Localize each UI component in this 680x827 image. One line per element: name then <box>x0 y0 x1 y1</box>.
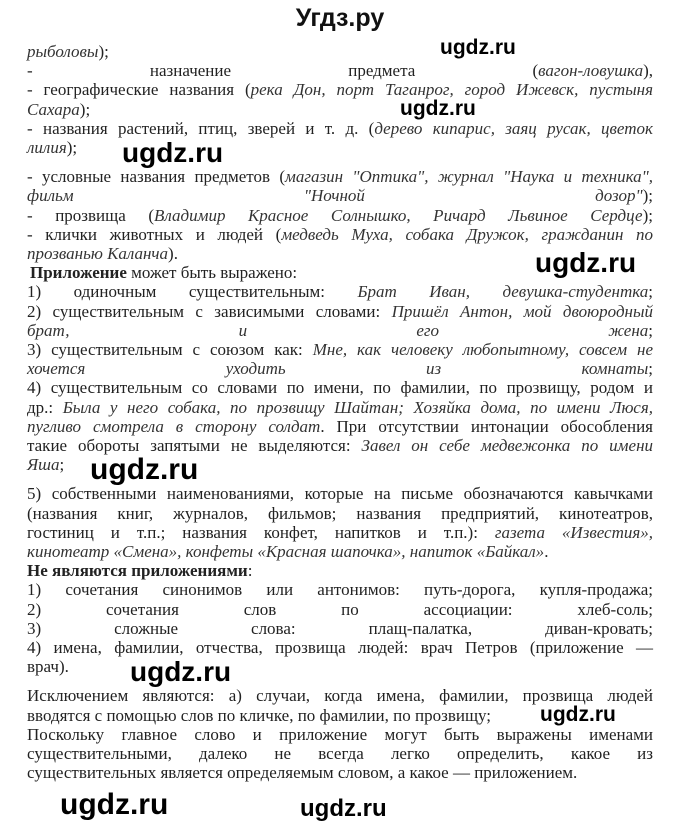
example-text: газета «Известия», <box>494 522 654 542</box>
text-segment: - клички животных и людей ( <box>27 224 282 244</box>
text-line <box>27 42 109 61</box>
text-line <box>27 244 178 263</box>
text-line <box>27 167 653 186</box>
example-text: кинотеатр «Смена», конфеты «Красная шапочка», напиток «Байкал» <box>27 542 545 561</box>
watermark: ugdz.ru <box>130 655 232 687</box>
text-line <box>27 359 653 378</box>
example-text: магазин "Оптика", журнал "Наука и техника", <box>285 167 653 187</box>
text-segment: ); <box>642 186 653 206</box>
watermark: ugdz.ru <box>540 703 616 726</box>
example-text: Завел он себе медвежонка по имени <box>361 436 653 455</box>
text-segment: 1) сочетания синонимов или антонимов: путь-дорога, купля-продажа; <box>27 580 653 600</box>
text-segment: 2) существительным с зависимыми словами: <box>27 301 392 321</box>
watermark: ugdz.ru <box>122 137 224 168</box>
example-text: медведь Муха, собака Дружок, гражданин по <box>281 224 654 244</box>
watermark: ugdz.ru <box>400 97 476 120</box>
text-segment: ; <box>648 359 653 379</box>
example-text: вагон-ловушка <box>538 61 644 81</box>
text-line <box>27 561 252 580</box>
text-segment: - названия растений, птиц, зверей и т. д. ( <box>27 118 375 138</box>
bold-term: Не являются приложениями <box>27 561 248 581</box>
example-text: прозванью Каланча <box>27 244 169 263</box>
text-segment: 3) существительным с союзом как: <box>27 340 313 359</box>
text-segment: вводятся с помощью слов по кличке, по фамилии, по прозвищу; <box>27 705 492 725</box>
example-text: Владимир Красное Солнышко, Ричард Львиное Сердце <box>154 205 643 225</box>
text-segment: - географические названия ( <box>27 80 251 100</box>
text-line <box>27 138 77 157</box>
example-text: Брат Иван, девушка-студентка <box>357 282 649 302</box>
watermark: ugdz.ru <box>90 453 199 486</box>
text-line <box>27 523 653 542</box>
text-segment: такие обороты запятыми не выделяются: <box>27 436 362 455</box>
text-line <box>27 657 69 676</box>
text-line <box>27 100 90 119</box>
text-line <box>27 455 64 474</box>
text-line <box>27 619 653 638</box>
text-line <box>27 725 653 744</box>
example-text: Была у него собака, по прозвищу Шайтан; Хозяйка дома, по имени Люся, <box>62 397 654 417</box>
example-text: Яша <box>27 455 60 475</box>
text-segment: ); <box>642 205 653 225</box>
text-line <box>27 580 653 599</box>
text-line <box>27 186 653 205</box>
example-text: Пришёл Антон, мой двоюродный <box>391 301 653 321</box>
example-text: река Дон, порт Таганрог, город Ижевск, пустыня <box>250 80 653 100</box>
text-line <box>27 119 653 138</box>
text-segment: 2) сочетания слов по ассоциации: хлеб-соль; <box>27 599 653 619</box>
watermark: ugdz.ru <box>60 788 169 821</box>
text-segment: 4) имена, фамилии, отчества, прозвища людей: врач Петров (приложение — <box>27 638 653 657</box>
text-line <box>27 378 653 397</box>
text-segment: врач). <box>27 657 69 677</box>
text-line <box>27 321 653 340</box>
watermark: ugdz.ru <box>440 36 516 59</box>
text-segment: ; <box>648 320 653 340</box>
text-line <box>27 302 653 321</box>
watermark: ugdz.ru <box>300 795 387 822</box>
example-text: лилия <box>27 138 67 157</box>
text-segment: существительных является определяемым словом, а какое — приложением. <box>27 763 578 783</box>
text-line <box>27 763 577 782</box>
example-text: хочется уходить из комнаты <box>27 359 649 379</box>
example-text: пугливо смотрела в сторону солдат <box>27 416 321 436</box>
text-segment: Поскольку главное слово и приложение могут быть выражены именами <box>27 724 653 744</box>
text-line <box>27 504 653 523</box>
text-segment: ; <box>648 282 653 302</box>
example-text: Мне, как человеку любопытному, совсем не <box>312 340 653 359</box>
bold-term: Приложение <box>30 263 127 283</box>
text-line <box>27 600 653 619</box>
text-segment: (названия книг, журналов, фильмов; названия предприятий, кинотеатров, <box>27 503 653 523</box>
text-line <box>27 340 653 359</box>
text-segment: 4) существительным со словами по имени, по фамилии, по прозвищу, родом и <box>27 378 653 398</box>
text-segment: Исключением являются: а) случаи, когда имена, фамилии, прозвища людей <box>27 686 653 706</box>
text-line <box>27 282 653 301</box>
example-text: Сахара <box>27 99 80 119</box>
text-line <box>27 484 653 503</box>
text-segment: гостиниц и т.п.; названия конфет, напитков и т.п.): <box>27 522 495 542</box>
text-segment: др.: <box>27 397 63 417</box>
text-line <box>27 542 548 561</box>
text-segment: ); <box>66 138 78 157</box>
text-segment: - прозвища ( <box>27 205 154 225</box>
text-line <box>27 417 653 436</box>
text-line <box>27 706 491 725</box>
example-text: брат, и его жена <box>27 320 649 340</box>
example-text: фильм "Ночной дозор" <box>27 186 643 206</box>
text-line <box>27 398 653 417</box>
page-title: Угдз.ру <box>295 4 385 32</box>
text-segment: 1) одиночным существительным: <box>27 282 358 302</box>
text-segment: ; <box>59 455 65 475</box>
text-line <box>27 80 653 99</box>
text-segment: . При отсутствии интонации обособления <box>320 416 653 436</box>
text-line <box>27 225 653 244</box>
text-segment: 3) сложные слова: плащ-палатка, диван-кровать; <box>27 618 653 638</box>
text-segment: - назначение предмета ( <box>27 61 539 81</box>
text-line <box>27 61 653 80</box>
text-segment: ), <box>643 61 653 81</box>
text-segment: ); <box>98 42 109 61</box>
example-text: дерево кипарис, заяц русак, цветок <box>374 118 653 138</box>
text-segment: существительными, далеко не всегда легко определить, какое из <box>27 744 653 763</box>
text-segment: ); <box>79 99 91 119</box>
text-segment: . <box>544 542 549 561</box>
text-line <box>27 744 653 763</box>
text-segment: 5) собственными наименованиями, которые на письме обозначаются кавычками <box>27 484 653 504</box>
text-line <box>30 263 297 282</box>
text-segment: - условные названия предметов ( <box>27 167 286 187</box>
text-line <box>27 638 653 657</box>
text-line <box>27 206 653 225</box>
text-segment: : <box>247 561 253 581</box>
example-text: рыболовы <box>27 42 99 61</box>
text-segment: ). <box>168 244 178 263</box>
text-segment: может быть выражено: <box>126 263 298 283</box>
watermark: ugdz.ru <box>535 247 637 278</box>
